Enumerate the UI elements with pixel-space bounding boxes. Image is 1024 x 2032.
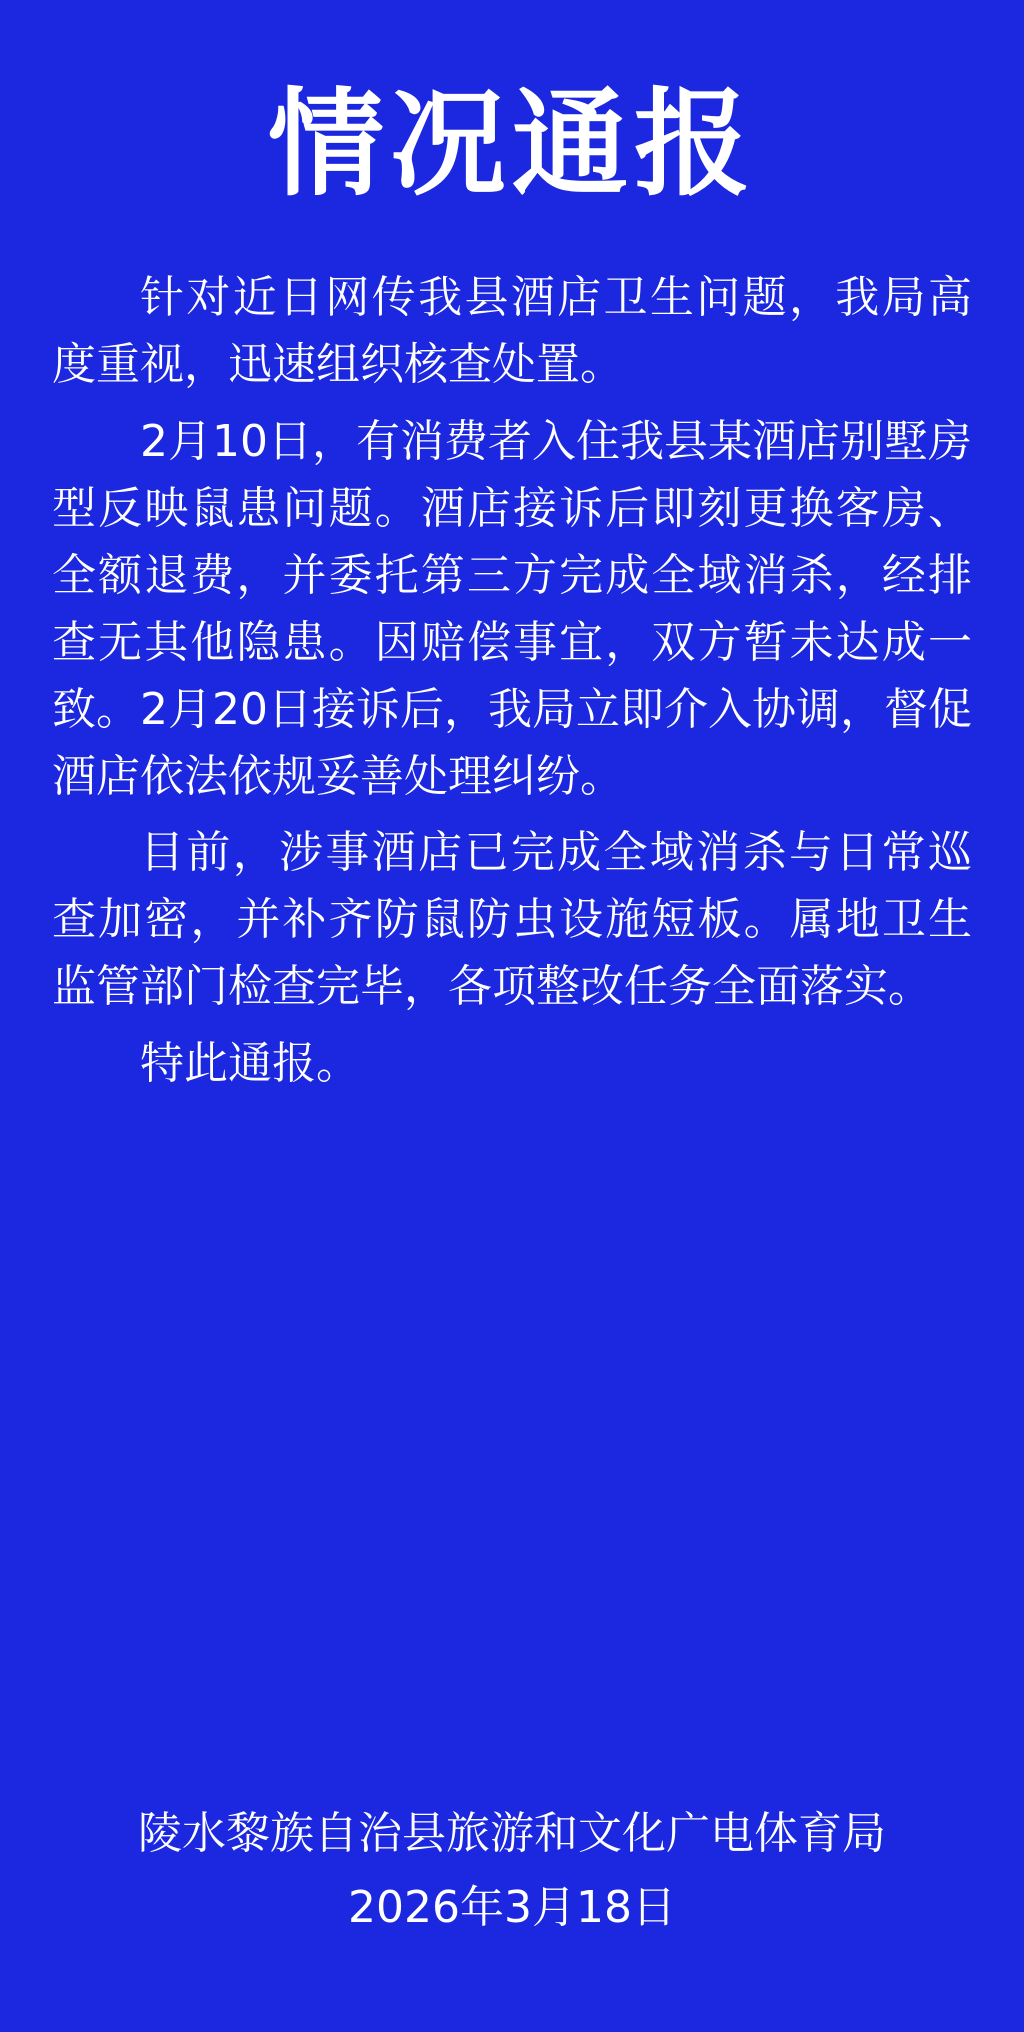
- notice-paragraph: 针对近日网传我县酒店卫生问题，我局高度重视，迅速组织核查处置。: [52, 272, 972, 391]
- page-title: 情况通报: [268, 77, 756, 212]
- notice-closing: 特此通报。: [140, 1038, 360, 1090]
- notice-paragraph: 2月10日，有消费者入住我县某酒店别墅房型反映鼠患问题。酒店接诉后即刻更换客房、全额退费，并委托第三方完成全域消杀，经排查无其他隐患。因赔偿事宜，双方暂未达成一致。2月20日接诉后，我局立即介入协调，督促酒店依法依规妥善处理纠纷。: [52, 416, 972, 802]
- signature-organization: 陵水黎族自治县旅游和文化广电体育局: [138, 1808, 886, 1860]
- signature-date: 2026年3月18日: [348, 1882, 676, 1934]
- signature-block: [0, 1802, 1024, 1940]
- notice-body: [30, 265, 994, 1098]
- notice-paragraph: 目前，涉事酒店已完成全域消杀与日常巡查加密，并补齐防鼠防虫设施短板。属地卫生监管部门检查完毕，各项整改任务全面落实。: [52, 827, 972, 1013]
